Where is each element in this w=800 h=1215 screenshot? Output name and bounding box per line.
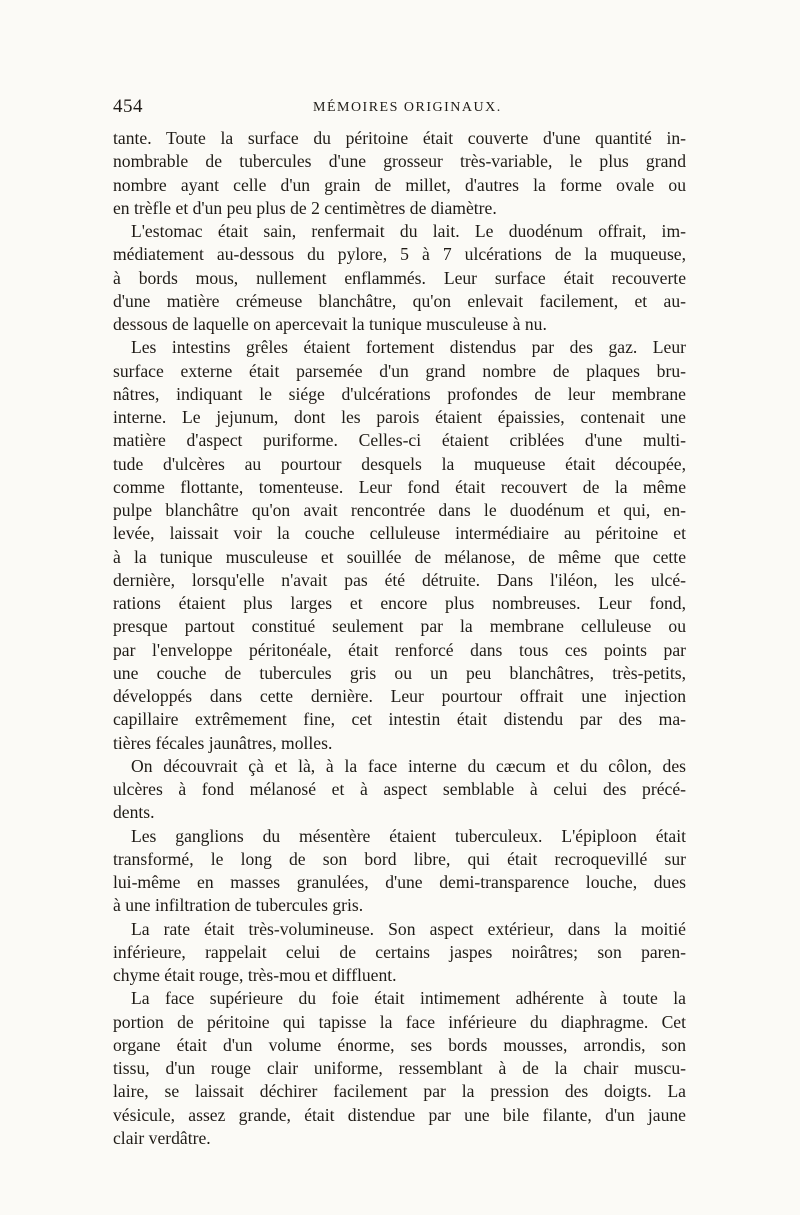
text-line: La rate était très-volumineuse. Son aspect extérieur, dans la moitié xyxy=(131,918,686,939)
text-line: tude d'ulcères au pourtour desquels la muqueuse était découpée, xyxy=(113,453,686,474)
text-line: laire, se laissait déchirer facilement par la pression des doigts. La xyxy=(113,1081,686,1102)
text-line: à une infiltration de tubercules gris. xyxy=(113,895,364,916)
text-line: organe était d'un volume énorme, ses bords mousses, arrondis, son xyxy=(113,1034,686,1055)
text-line: tante. Toute la surface du péritoine était couverte d'une quantité in- xyxy=(113,128,686,148)
body-text xyxy=(113,127,686,1150)
text-line: par l'enveloppe péritonéale, était renforcé dans tous ces points par xyxy=(113,639,686,660)
text-line: d'une matière crémeuse blanchâtre, qu'on enlevait facilement, et au- xyxy=(113,290,686,311)
text-line: nombre ayant celle d'un grain de millet, d'autres la forme ovale ou xyxy=(113,174,686,195)
text-line: en trèfle et d'un peu plus de 2 centimètres de diamètre. xyxy=(113,197,497,218)
text-line: portion de péritoine qui tapisse la face inférieure du diaphragme. Cet xyxy=(113,1011,686,1032)
text-line: matière d'aspect puriforme. Celles-ci étaient criblées d'une multi- xyxy=(113,430,686,451)
running-title: MÉMOIRES ORIGINAUX. xyxy=(313,100,502,115)
text-line: dernière, lorsqu'elle n'avait pas été détruite. Dans l'iléon, les ulcé- xyxy=(113,569,686,590)
text-line: inférieure, rappelait celui de certains jaspes noirâtres; son paren- xyxy=(113,941,686,962)
text-line: clair verdâtre. xyxy=(113,1127,211,1148)
text-line: interne. Le jejunum, dont les parois étaient épaissies, contenait une xyxy=(113,407,686,427)
text-line: tières fécales jaunâtres, molles. xyxy=(113,732,333,753)
text-line: une couche de tubercules gris ou un peu blanchâtres, très-petits, xyxy=(113,662,686,683)
text-line: pulpe blanchâtre qu'on avait rencontrée dans le duodénum et qui, en- xyxy=(113,500,686,520)
text-line: dents. xyxy=(113,802,155,823)
text-line: médiatement au-dessous du pylore, 5 à 7 ulcérations de la muqueuse, xyxy=(113,244,686,265)
text-line: surface externe était parsemée d'un grand nombre de plaques bru- xyxy=(113,360,686,381)
text-line: à la tunique musculeuse et souillée de mélanose, de même que cette xyxy=(113,546,686,567)
text-line: transformé, le long de son bord libre, qui était recroquevillé sur xyxy=(113,848,686,869)
text-line: Les intestins grêles étaient fortement distendus par des gaz. Leur xyxy=(131,337,686,358)
text-line: levée, laissait voir la couche celluleuse intermédiaire au péritoine et xyxy=(113,523,686,544)
text-line: Les ganglions du mésentère étaient tuberculeux. L'épiploon était xyxy=(131,825,686,846)
text-line: lui-même en masses granulées, d'une demi-transparence louche, dues xyxy=(113,872,686,892)
text-line: ulcères à fond mélanosé et à aspect semblable à celui des précé- xyxy=(113,779,686,799)
text-line: presque partout constitué seulement par la membrane celluleuse ou xyxy=(113,616,686,637)
text-line: capillaire extrêmement fine, cet intestin était distendu par des ma- xyxy=(113,709,686,730)
text-line: nombrable de tubercules d'une grosseur très-variable, le plus grand xyxy=(113,151,686,172)
text-line: rations étaient plus larges et encore plus nombreuses. Leur fond, xyxy=(113,593,686,613)
page-header xyxy=(113,96,693,126)
page-number: 454 xyxy=(113,96,143,117)
text-line: chyme était rouge, très-mou et diffluent. xyxy=(113,965,397,985)
text-line: à bords mous, nullement enflammés. Leur surface était recouverte xyxy=(113,267,686,288)
text-line: tissu, d'un rouge clair uniforme, ressemblant à de la chair muscu- xyxy=(113,1058,686,1078)
text-line: vésicule, assez grande, était distendue par une bile filante, d'un jaune xyxy=(113,1104,686,1125)
text-line: On découvrait çà et là, à la face interne du cæcum et du côlon, des xyxy=(131,755,686,776)
text-line: La face supérieure du foie était intimement adhérente à toute la xyxy=(131,988,686,1009)
text-line: L'estomac était sain, renfermait du lait. Le duodénum offrait, im- xyxy=(131,221,686,241)
text-line: dessous de laquelle on apercevait la tunique musculeuse à nu. xyxy=(113,314,547,334)
text-line: développés dans cette dernière. Leur pourtour offrait une injection xyxy=(113,686,686,706)
text-line: comme flottante, tomenteuse. Leur fond était recouvert de la même xyxy=(113,476,686,497)
text-line: nâtres, indiquant le siége d'ulcérations profondes de leur membrane xyxy=(113,383,686,404)
